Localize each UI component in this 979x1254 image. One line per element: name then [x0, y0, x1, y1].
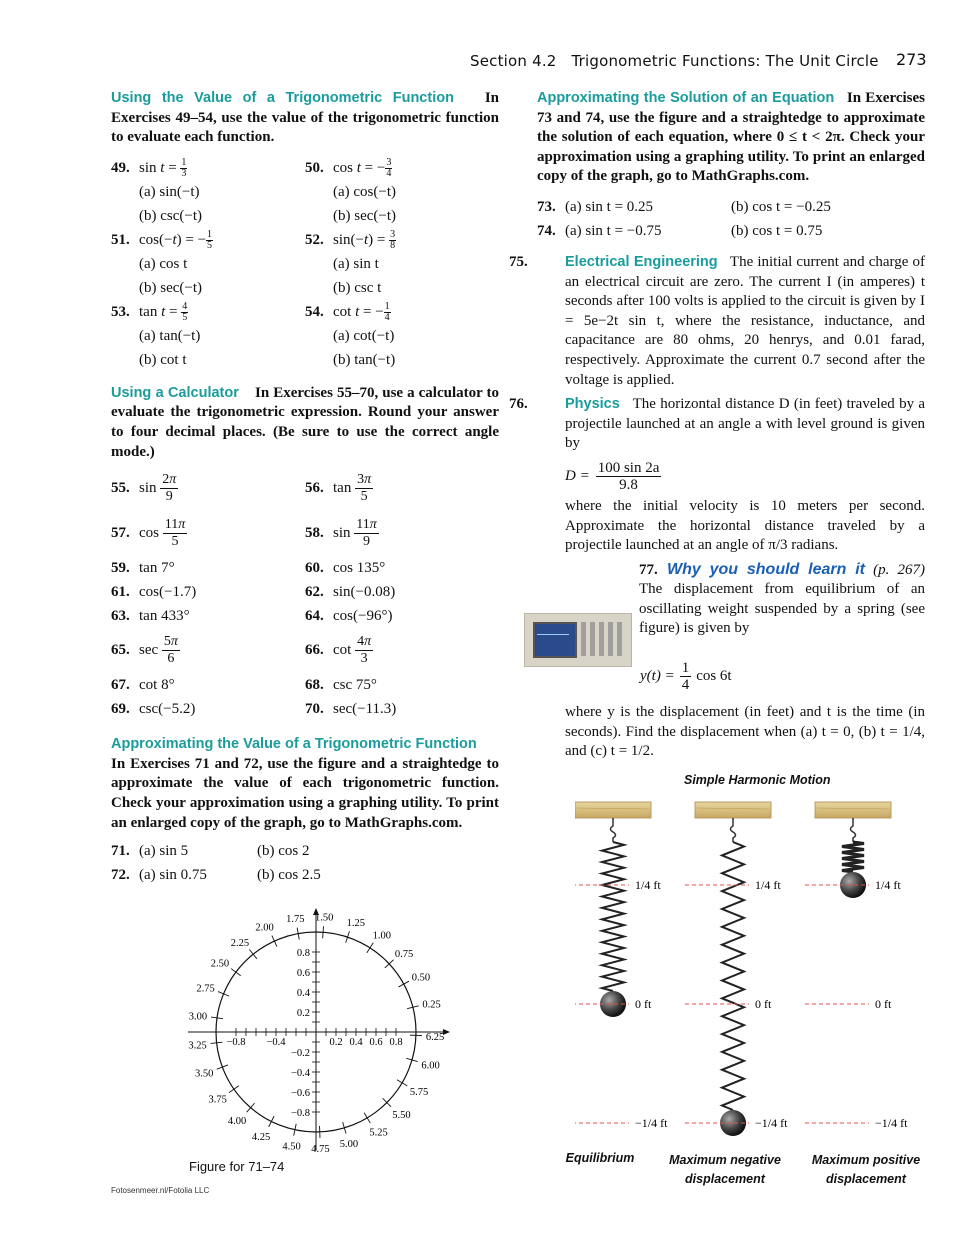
outer-tick-label: 4.50: [282, 1141, 301, 1153]
section-instructions: In Exercises 49–54, use the value of the trigonometric function to evaluate each function.: [111, 90, 500, 146]
spring-hook: [851, 818, 856, 842]
outer-tick-label: 1.00: [372, 930, 392, 942]
exercises-67-70: 67. cot 8° 68. csc 75° 69. csc(−5.2) 70. sec(−11.3): [111, 677, 397, 718]
outer-tick-label: 5.00: [339, 1139, 359, 1151]
y-tick-label: −0.2: [290, 1048, 310, 1059]
x-tick-label: −0.8: [226, 1037, 246, 1048]
outer-tick-label: 0.25: [422, 999, 441, 1011]
exercise-53: 53. tan t = $\frac{4}{5}$ (a) tan(−t) (b) cot t: [111, 300, 201, 368]
y-tick-label: 0.4: [296, 988, 310, 999]
x-tick-label: 0.2: [329, 1037, 343, 1048]
y-tick-label: −0.4: [290, 1068, 310, 1079]
shm-figure: [575, 800, 935, 1145]
running-header: Section 4.2 Trigonometric Functions: The Unit Circle: [470, 52, 879, 70]
displacement-label: −1/4 ft: [635, 1116, 668, 1130]
caption-max-negative: Maximum negative displacement: [669, 1153, 781, 1186]
x-tick-label: 0.4: [349, 1037, 363, 1048]
outer-tick-label: 5.75: [409, 1086, 429, 1098]
outer-tick: [397, 1080, 407, 1086]
caption-max-positive: Maximum positive displacement: [811, 1153, 921, 1186]
outer-tick-label: 0.75: [394, 948, 414, 960]
displacement-label: 0 ft: [875, 997, 892, 1011]
outer-tick: [367, 943, 373, 953]
exercise-51: 51. cos(−t) = − $\frac{1}{5}$ (a) cos t (b) sec(−t): [111, 228, 213, 296]
outer-tick-label: 3.50: [194, 1068, 214, 1080]
photo-credit: Fotosenmeer.nl/Fotolia LLC: [111, 1186, 210, 1195]
exercise-49: 49. sin t = $\frac{1}{3}$ (a) sin(−t) (b) csc(−t): [111, 156, 203, 224]
y-tick-label: 0.8: [296, 948, 310, 959]
exercises-59-64: 59. tan 7° 60. cos 135° 61. cos(−1.7) 62. sin(−0.08) 63. tan 433° 64. cos(−96°): [111, 560, 396, 625]
exercise-77-continued: where y is the displacement (in feet) and t is the time (in seconds). Find the displacement when (a) t = 0, (b) t = 1/4, and (c) t = 1/2.: [565, 704, 925, 760]
exercise-77-number: 77.: [639, 561, 658, 578]
outer-tick-label: 4.75: [311, 1143, 330, 1155]
exercises-65-66: 65. sec 5π 6 66. cot 4π 3: [111, 634, 372, 667]
outer-tick-label: 1.25: [346, 917, 365, 929]
outer-tick: [323, 926, 324, 938]
displacement-label: 1/4 ft: [875, 878, 901, 892]
section-55-70: Using a Calculator In Exercises 55–70, use a calculator to evaluate the trigonometric expression. Round your answer to four decimal places. (Be sure to use the correct angle mode.): [111, 384, 500, 460]
spring-hook: [611, 818, 616, 842]
outer-tick: [218, 992, 229, 997]
section-title: Using the Value of a Trigonometric Function: [111, 90, 454, 106]
ceiling-board: [575, 802, 651, 818]
outer-tick-label: 5.25: [369, 1127, 388, 1139]
displacement-label: 0 ft: [635, 997, 652, 1011]
left-column: [111, 89, 499, 887]
exercises-73-74: 73. (a) sin t = 0.25 (b) cos t = −0.25 74. (a) sin t = −0.75 (b) cos t = 0.75: [537, 198, 831, 239]
outer-tick-label: 3.75: [208, 1094, 227, 1106]
outer-tick: [269, 1116, 274, 1127]
outer-tick-label: 4.00: [227, 1115, 247, 1127]
oscilloscope-photo: [524, 613, 632, 667]
outer-tick-label: 6.00: [421, 1060, 440, 1072]
exercise-77-body: The displacement from equilibrium of an oscillating weight suspended by a spring (see figure) is given by: [639, 581, 925, 637]
outer-tick: [231, 969, 241, 976]
formula-77: y(t) = $\frac{1}{4}$ cos 6t: [640, 660, 732, 693]
exercises-55-58: 55. sin 2π 9 56. tan 3π 5 57. cos 11π 5 58. sin 11π 9: [111, 472, 377, 550]
outer-tick-label: 1.50: [315, 912, 334, 924]
outer-tick: [398, 981, 409, 987]
y-tick-label: 0.2: [296, 1008, 310, 1019]
outer-tick-label: 2.25: [230, 937, 250, 949]
y-tick-label: −0.6: [290, 1088, 310, 1099]
ceiling-board: [815, 802, 891, 818]
exercise-77-ref: (p. 267): [873, 561, 925, 578]
outer-tick-label: 0.50: [411, 972, 431, 984]
x-tick-label: −0.4: [266, 1037, 286, 1048]
exercise-76-continued: where the initial velocity is 10 meters per second. Approximate the horizontal distance traveled by a projectile launched at an angle of π/3 radians.: [565, 497, 925, 554]
exercises-71-72: 71. (a) sin 5 (b) cos 2 72. (a) sin 0.75 (b) cos 2.5: [111, 843, 321, 884]
outer-tick: [364, 1113, 370, 1123]
section-71-72-instructions: In Exercises 71 and 72, use the figure and a straightedge to approximate the value of each trigonometric function. Check your approximation using a graphing utility. To print an enlarged copy of the graph, go to MathGraphs.com.: [111, 755, 499, 831]
spring: [722, 842, 744, 1110]
outer-tick-label: 5.50: [392, 1109, 411, 1121]
section-73-74: Approximating the Solution of an Equation In Exercises 73 and 74, use the figure and a straightedge to approximate the solution of each equation, where 0 ≤ t < 2π. Check your approximation using a graphing utility. To print an enlarged copy of the graph, go to MathGraphs.com.: [537, 90, 926, 185]
outer-tick-label: 2.00: [255, 922, 274, 934]
formula-76: D = $\frac{100 \sin 2a}{9.8}$: [565, 459, 660, 493]
page-number: 273: [896, 50, 927, 69]
outer-tick-label: 3.25: [188, 1040, 207, 1052]
section-49-54: [111, 89, 499, 148]
exercise-77-title: Why you should learn it: [667, 560, 865, 578]
y-tick-label: 0.6: [296, 968, 310, 979]
ceiling-board: [695, 802, 771, 818]
outer-tick-label: 4.25: [251, 1131, 271, 1143]
x-tick-label: 0.6: [369, 1037, 383, 1048]
displacement-label: 1/4 ft: [635, 878, 661, 892]
figure-caption: Figure for 71–74: [189, 1159, 285, 1174]
shm-title: Simple Harmonic Motion: [684, 773, 831, 787]
exercise-76: 76. Physics The horizontal distance D (in feet) traveled by a projectile launched at an angle a with level ground is given by: [509, 396, 925, 452]
displacement-label: −1/4 ft: [755, 1116, 788, 1130]
exercise-52: 52. sin(−t) = $\frac{3}{8}$ (a) sin t (b) csc t: [305, 228, 396, 296]
x-tick-label: 0.8: [389, 1037, 403, 1048]
outer-tick: [249, 950, 257, 959]
y-tick-label: −0.8: [290, 1108, 310, 1119]
outer-tick-label: 2.75: [196, 983, 215, 995]
outer-tick-label: 6.25: [425, 1031, 445, 1043]
section-71-72: Approximating the Value of a Trigonometric Function: [111, 736, 477, 753]
caption-equilibrium: Equilibrium: [565, 1151, 635, 1165]
right-column: [509, 89, 926, 640]
outer-tick-label: 1.75: [286, 913, 305, 925]
outer-tick: [272, 936, 277, 947]
exercises-49-54: [111, 156, 499, 372]
exercise-50: 50. cos t = − $\frac{3}{4}$ (a) cos(−t) (b) sec(−t): [305, 156, 397, 224]
outer-tick: [229, 1086, 239, 1093]
displacement-label: 1/4 ft: [755, 878, 781, 892]
exercise-54: 54. cot t = − $\frac{1}{4}$ (a) cot(−t) (b) tan(−t): [305, 300, 396, 368]
exercise-75: 75. Electrical Engineering The initial current and charge of an electrical circuit are zero. The current I (in amperes) t seconds after 100 volts is applied to the circuit is given by I = 5e−2t sin t, where the resistance, inductance, and capacitance are 80 ohms, 20 henrys, and 0.01 farad, respectively. Approximate the current 0.7 second after the voltage is applied.: [509, 253, 925, 388]
displacement-label: −1/4 ft: [875, 1116, 908, 1130]
outer-tick-label: 2.50: [210, 958, 230, 970]
unit-circle-figure: [180, 908, 470, 1156]
spring-hook: [731, 818, 736, 842]
spring: [602, 842, 624, 991]
displacement-label: 0 ft: [755, 997, 772, 1011]
outer-tick-label: 3.00: [188, 1011, 208, 1023]
spring: [842, 842, 864, 872]
